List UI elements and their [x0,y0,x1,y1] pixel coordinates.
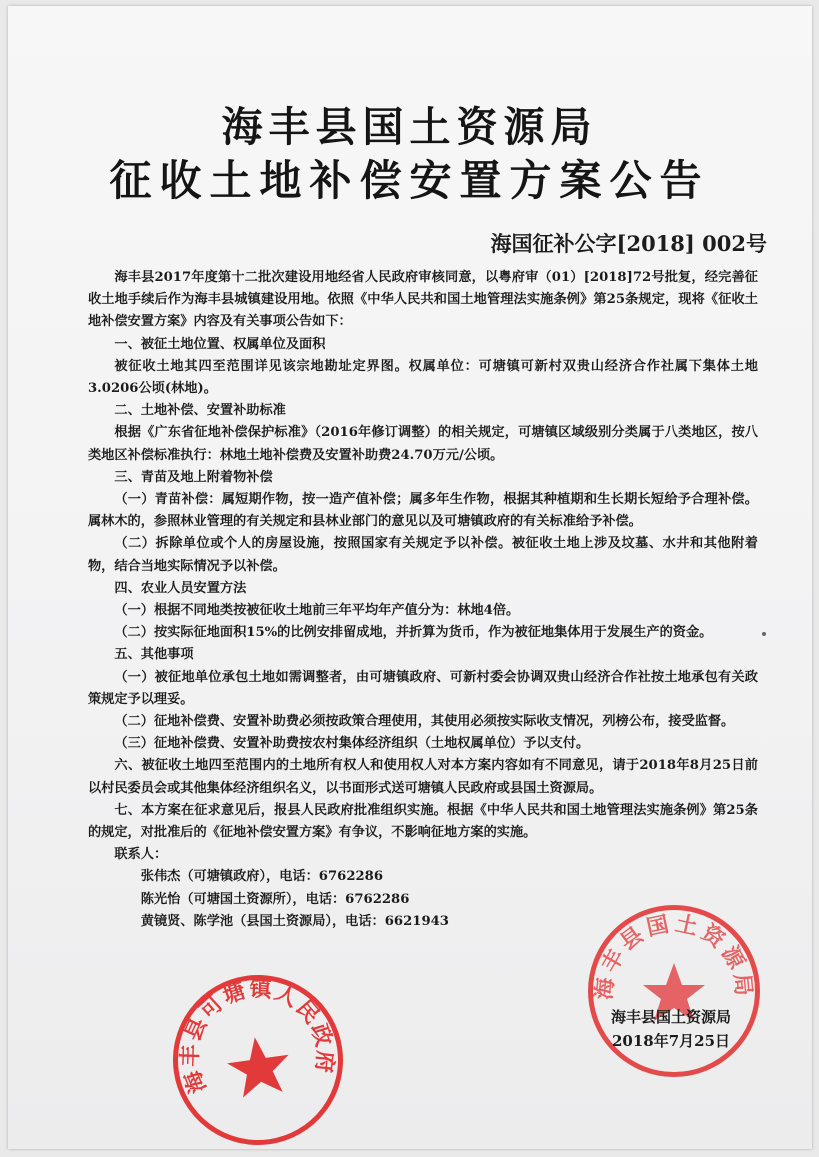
paragraph: 根据《广东省征地补偿保护标准》（2016年修订调整）的相关规定，可塘镇区域级别分类属于八类地区，按八类地区补偿标准执行：林地土地补偿费及安置补助费24.70万元/公顷。 [88,425,758,463]
seal-star-icon [224,1033,293,1099]
section-heading-1: 一、被征土地位置、权属单位及面积 [114,336,326,352]
seal-right-text: 海丰县国土资源局 [591,910,757,1001]
section-seven: 七、本方案在征求意见后，报县人民政府批准组织实施。根据《中华人民共和国土地管理法实施条例》第25条的规定，对批准后的《征地补偿安置方案》有争议，不影响征地方案的实施。 [88,802,758,841]
paragraph: 被征收土地其四至范围详见该宗地勘址定界图。权属单位：可塘镇可新村双贵山经济合作社属下集体土地3.0206公顷(林地)。 [88,358,758,397]
contacts-heading: 联系人： [114,847,168,863]
land-bureau-seal [588,905,760,1077]
paragraph: （一）根据不同地类按被征收土地前三年平均年产值分为：林地4倍。 [114,603,520,619]
section-heading-3: 三、青苗及地上附着物补偿 [114,469,273,485]
seal-graphic [588,905,760,1077]
contact-line: 黄镜贤、陈学池（县国土资源局），电话：6621943 [140,913,449,929]
paragraph: （一）青苗补偿：属短期作物，按一造产值补偿；属多年生作物，根据其种植期和生长期长短给予合理补偿。属林木的，参照林业管理的有关规定和县林业部门的意见以及可塘镇政府的有关标准给予补偿。 [88,492,758,530]
paragraph: （一）被征地单位承包土地如需调整者，由可塘镇政府、可新村委会协调双贵山经济合作社按土地承包有关政策规定予以理妥。 [88,669,758,707]
seal-left-text: 海丰县可塘镇人民政府 [177,975,339,1097]
paragraph: （二）按实际征地面积15%的比例安排留成地，并折算为货币，作为被征地集体用于发展生产的资金。 [114,625,713,641]
paragraph-intro: 海丰县2017年度第十二批次建设用地经省人民政府审核同意，以粤府审（01）[2018]72号批复，经完善征收土地手续后作为海丰县城镇建设用地。依照《中华人民共和国土地管理法实施条例》第25条规定，现将《征收土地补偿安置方案》内容及有关事项公告如下： [88,270,758,330]
paragraph: （二）征地补偿费、安置补助费必须按政策合理使用，其使用必须按实际收支情况，列榜公布，接受监督。 [114,714,735,730]
kotang-town-seal [162,964,354,1156]
title-line-2: 征收土地补偿安置方案公告 [109,156,710,205]
paragraph: （三）征地补偿费、安置补助费按农村集体经济组织（土地权属单位）予以支付。 [114,736,590,752]
signature-organization: 海丰县国土资源局 [610,1008,731,1026]
contact-line: 陈光怡（可塘国土资源所），电话：6762286 [140,891,410,907]
section-six: 六、被征收土地四至范围内的土地所有权人和使用权人对本方案内容如有不同意见，请于2018年8月25日前以村民委员会或其他集体经济组织名义，以书面形式送可塘镇人民政府或县国土资源局。 [88,758,758,796]
document-number: 海国征补公字[2018] 002号 [490,231,767,256]
notice-body [88,267,758,933]
contact-line: 张伟杰（可塘镇政府），电话：6762286 [140,869,384,885]
section-heading-2: 二、土地补偿、安置补助标准 [114,403,286,419]
paper-speck [762,632,766,636]
signature-date: 2018年7月25日 [611,1032,731,1050]
section-heading-5: 五、其他事项 [114,647,194,663]
title-line-1: 海丰县国土资源局 [221,103,598,151]
seal-graphic [162,964,354,1156]
paragraph: （二）拆除单位或个人的房屋设施，按照国家有关规定予以补偿。被征收土地上涉及坟墓、水井和其他附着物，结合当地实际情况予以补偿。 [88,536,758,574]
section-heading-4: 四、农业人员安置方法 [114,580,247,596]
